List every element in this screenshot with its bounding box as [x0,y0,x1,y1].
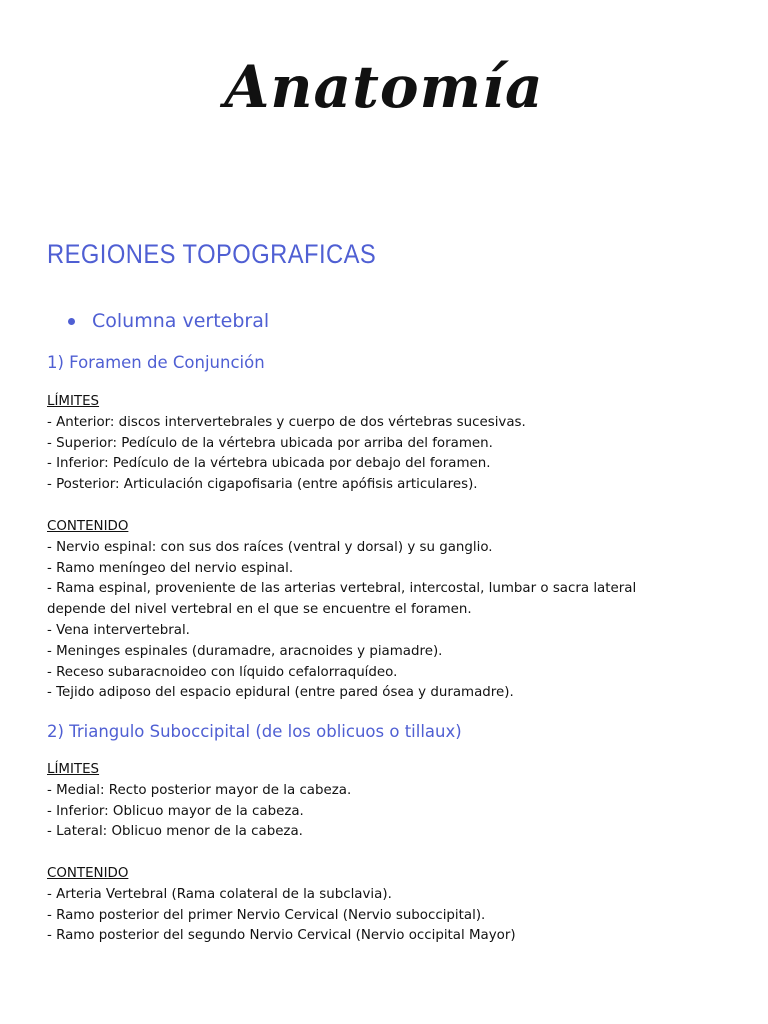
subsection-heading-1: 1) Foramen de Conjunción [47,353,265,372]
limites-label: LÍMITES [47,762,100,777]
contenido-item: - Vena intervertebral. [47,622,190,638]
limites-item: - Inferior: Pedículo de la vértebra ubicada por debajo del foramen. [47,456,491,472]
limites-item: - Anterior: discos intervertebrales y cuerpo de dos vértebras sucesivas. [47,414,526,430]
limites-item: - Superior: Pedículo de la vértebra ubicada por arriba del foramen. [47,435,493,451]
section-heading: REGIONES TOPOGRAFICAS [47,239,377,269]
contenido-item: - Arteria Vertebral (Rama colateral de la subclavia). [47,886,392,902]
contenido-item: - Rama espinal, proveniente de las arterias vertebral, intercostal, lumbar o sacra lateral depende del nivel vertebral en el que se encuentre el foramen. [47,581,637,618]
contenido-label: CONTENIDO [47,866,129,881]
bullet-item [68,308,269,334]
contenido-item: - Ramo posterior del primer Nervio Cervical (Nervio suboccipital). [47,907,486,923]
contenido-item: - Receso subaracnoideo con líquido cefalorraquídeo. [47,664,398,680]
page-title: Anatomía [224,53,544,121]
contenido-block-2 [47,864,737,947]
contenido-label: CONTENIDO [47,519,129,534]
limites-item: - Lateral: Oblicuo menor de la cabeza. [47,824,303,840]
limites-block-2 [47,760,737,843]
limites-label: LÍMITES [47,394,100,409]
bullet-text: Columna vertebral [92,310,270,332]
limites-item: - Inferior: Oblicuo mayor de la cabeza. [47,803,304,819]
limites-item: - Medial: Recto posterior mayor de la cabeza. [47,782,352,798]
contenido-item: - Ramo meníngeo del nervio espinal. [47,560,294,576]
contenido-block-1 [47,517,667,704]
bullet-dot-icon [68,318,75,325]
subsection-heading-2: 2) Triangulo Suboccipital (de los oblicuos o tillaux) [47,722,462,741]
contenido-item: - Ramo posterior del segundo Nervio Cervical (Nervio occipital Mayor) [47,928,516,944]
contenido-item: - Nervio espinal: con sus dos raíces (ventral y dorsal) y su ganglio. [47,539,493,555]
limites-item: - Posterior: Articulación cigapofisaria (entre apófisis articulares). [47,477,478,493]
limites-block-1 [47,392,737,496]
contenido-item: - Meninges espinales (duramadre, aracnoides y piamadre). [47,643,443,659]
contenido-item: - Tejido adiposo del espacio epidural (entre pared ósea y duramadre). [47,685,514,701]
